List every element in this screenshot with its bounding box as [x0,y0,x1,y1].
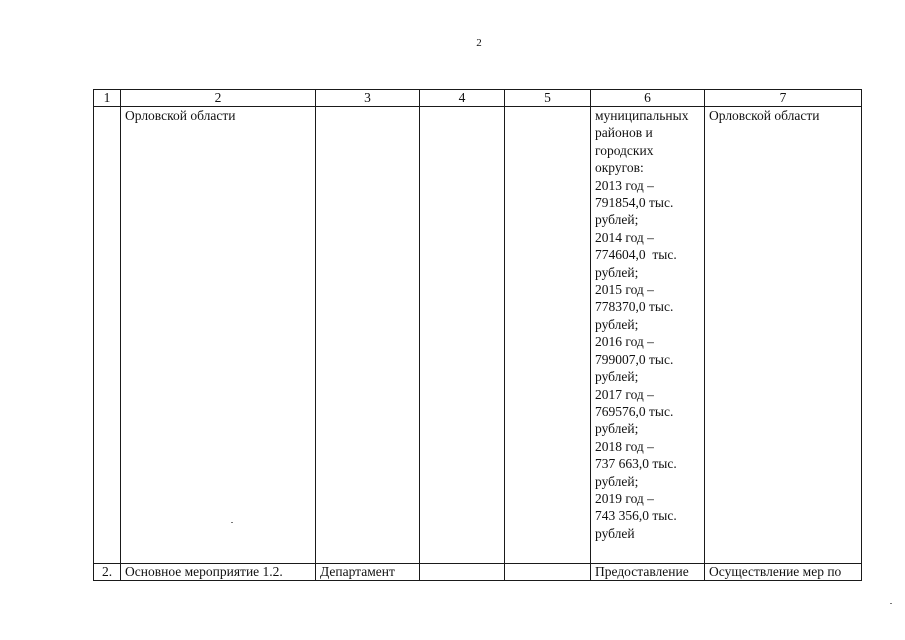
funding-line: 778370,0 тыс. [595,299,674,315]
funding-line: 774604,0 тыс. [595,247,677,263]
row-number-cell [94,107,121,564]
funding-line: городских [595,142,654,158]
header-cell-5: 5 [505,90,591,107]
funding-line: 2017 год – [595,386,654,402]
funding-cell: Предоставление [591,564,705,581]
funding-line: рублей; [595,316,639,332]
activity-cell: Орловской области [121,107,316,564]
funding-cell [591,107,705,564]
scan-speck [890,603,892,604]
end-year-cell [505,564,591,581]
start-year-cell [420,564,505,581]
header-cell-7: 7 [705,90,862,107]
funding-line: 791854,0 тыс. [595,195,674,211]
funding-line: 2016 год – [595,334,654,350]
funding-line: округов: [595,160,644,176]
result-cell: Орловской области [705,107,862,564]
funding-line: районов и [595,125,653,141]
funding-line: 799007,0 тыс. [595,351,674,367]
table-row [94,107,862,564]
executor-cell [316,107,420,564]
funding-line: 743 356,0 тыс. [595,508,677,524]
header-cell-2: 2 [121,90,316,107]
funding-line: рублей [595,525,635,541]
end-year-cell [505,107,591,564]
header-cell-3: 3 [316,90,420,107]
program-table [93,89,862,581]
executor-cell: Департамент [316,564,420,581]
funding-line: 2013 год – [595,177,654,193]
activity-cell: Основное мероприятие 1.2. [121,564,316,581]
table-row [94,564,862,581]
header-cell-6: 6 [591,90,705,107]
scan-speck [231,522,233,523]
start-year-cell [420,107,505,564]
funding-line: 2015 год – [595,282,654,298]
result-cell: Осуществление мер по [705,564,862,581]
header-cell-4: 4 [420,90,505,107]
funding-line: рублей; [595,212,639,228]
table-header-row [94,90,862,107]
funding-line: 2018 год – [595,438,654,454]
funding-line: 769576,0 тыс. [595,403,674,419]
funding-line: рублей; [595,369,639,385]
funding-line: рублей; [595,264,639,280]
funding-line: 2019 год – [595,490,654,506]
funding-line: рублей; [595,421,639,437]
row-number-cell: 2. [94,564,121,581]
funding-line: муниципальных [595,108,689,123]
funding-line: 2014 год – [595,229,654,245]
page-number: 2 [476,37,482,49]
funding-line: рублей; [595,473,639,489]
funding-line: 737 663,0 тыс. [595,456,677,472]
header-cell-1: 1 [94,90,121,107]
